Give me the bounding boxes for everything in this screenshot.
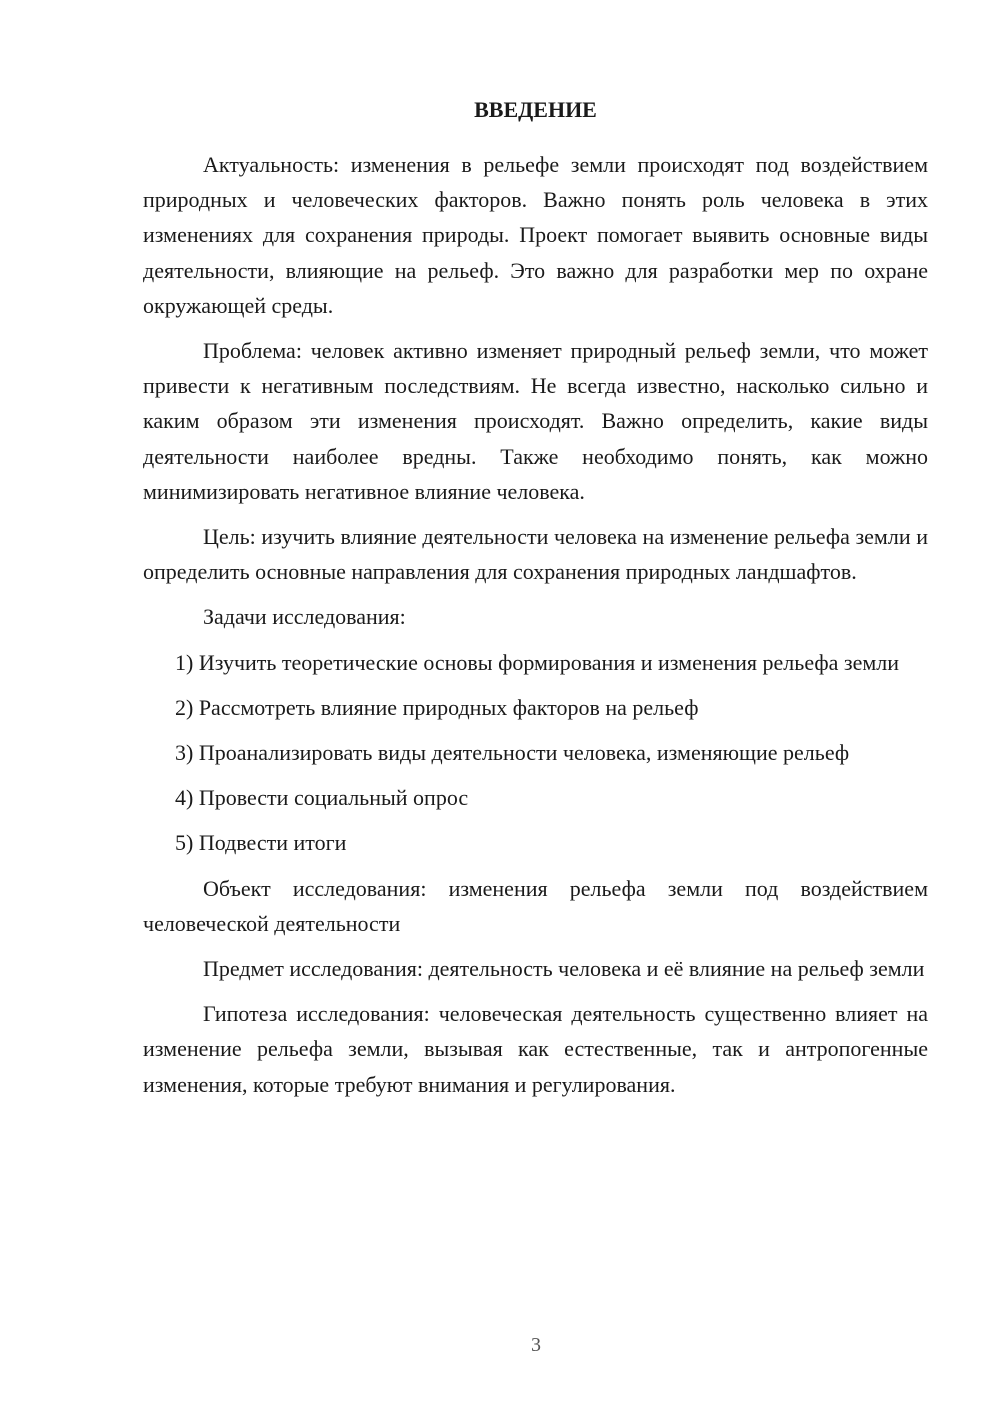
task-item-1: 1) Изучить теоретические основы формирования и изменения рельефа земли	[175, 649, 900, 675]
document-body	[143, 95, 928, 1112]
object-paragraph: Объект исследования: изменения рельефа земли под воздействием человеческой деятельности	[143, 875, 928, 936]
goal-paragraph: Цель: изучить влияние деятельности человека на изменение рельефа земли и определить основные направления для сохранения природных ландшафтов.	[143, 524, 928, 585]
page-number: 3	[531, 1334, 541, 1356]
tasks-heading: Задачи исследования:	[203, 604, 406, 630]
task-item-5: 5) Подвести итоги	[175, 830, 347, 856]
problem-paragraph: Проблема: человек активно изменяет природный рельеф земли, что может привести к негативным последствиям. Не всегда известно, насколько сильно и каким образом эти изменения происходят. Важно определить, какие виды деятельности наиболее вредны. Также необходимо понять, как можно минимизировать негативное влияние человека.	[143, 338, 928, 504]
task-item-3: 3) Проанализировать виды деятельности человека, изменяющие рельеф	[175, 740, 850, 766]
task-item-2: 2) Рассмотреть влияние природных факторов на рельеф	[175, 694, 699, 720]
relevance-paragraph: Актуальность: изменения в рельефе земли происходят под воздействием природных и человеческих факторов. Важно понять роль человека в этих изменениях для сохранения природы. Проект помогает выявить основные виды деятельности, влияющие на рельеф. Это важно для разработки мер по охране окружающей среды.	[143, 152, 928, 318]
page-title: ВВЕДЕНИЕ	[474, 97, 597, 122]
task-item-4: 4) Провести социальный опрос	[175, 785, 469, 811]
subject-paragraph: Предмет исследования: деятельность человека и её влияние на рельеф земли	[203, 956, 925, 982]
hypothesis-paragraph: Гипотеза исследования: человеческая деятельность существенно влияет на изменение рельефа земли, вызывая как естественные, так и антропогенные изменения, которые требуют внимания и регулирования.	[143, 1001, 928, 1097]
